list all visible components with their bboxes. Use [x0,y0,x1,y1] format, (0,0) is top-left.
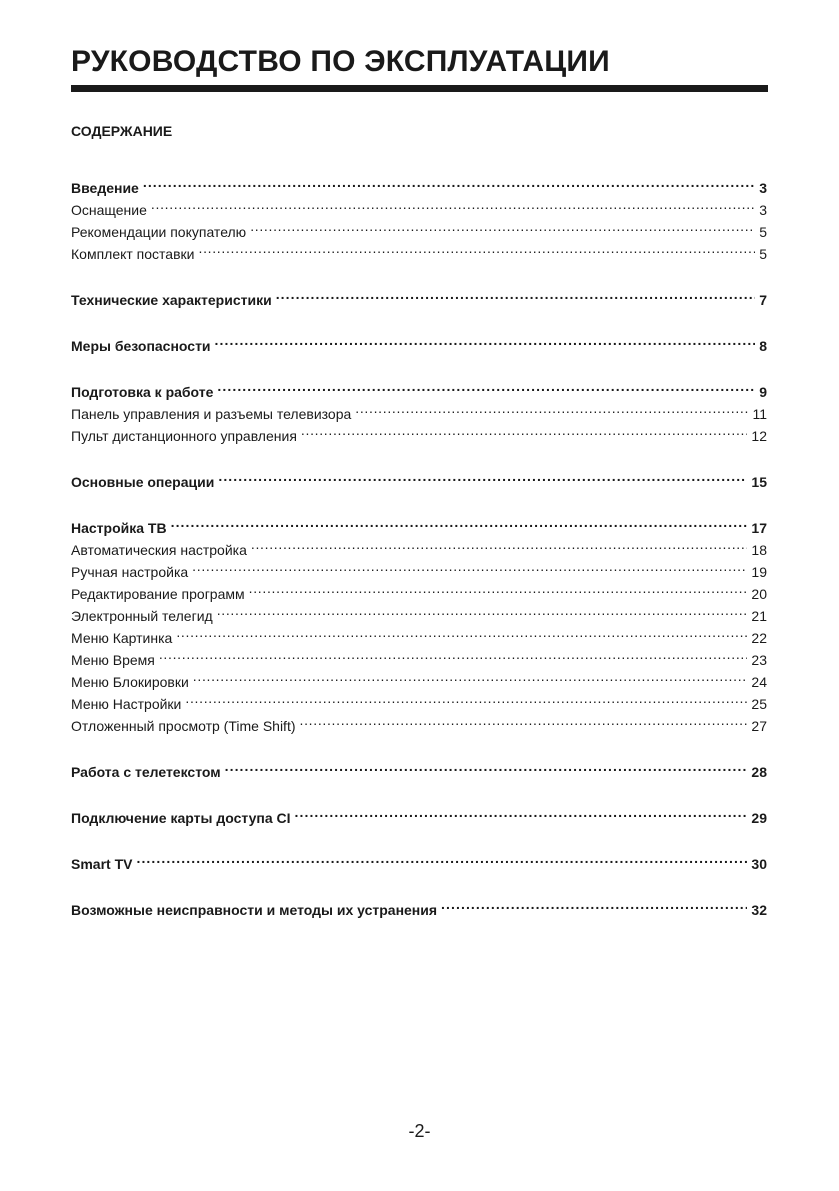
page-title: РУКОВОДСТВО ПО ЭКСПЛУАТАЦИИ [71,45,610,78]
toc-entry-label: Автоматическия настройка [71,542,247,558]
toc-entry-page: 20 [751,586,767,602]
dot-leader [151,193,755,215]
toc-entry-time-menu[interactable] [71,643,767,668]
toc-entry-label: Smart TV [71,856,133,872]
toc-entry-safety[interactable] [71,329,767,354]
toc-entry-specifications[interactable] [71,283,767,308]
toc-entry-page: 18 [751,542,767,558]
dot-leader [295,801,748,823]
toc-entry-page: 3 [759,180,767,196]
dot-leader [276,283,756,305]
dot-leader [249,577,748,599]
toc-entry-tv-setup[interactable] [71,511,767,536]
toc-entry-page: 32 [751,902,767,918]
toc-entry-page: 12 [751,428,767,444]
toc-entry-page: 11 [752,406,767,422]
dot-leader [171,511,748,533]
toc-entry-page: 19 [751,564,767,580]
toc-entry-troubleshooting[interactable] [71,893,767,918]
toc-entry-label: Настройка ТВ [71,520,167,536]
toc-entry-basic-operations[interactable] [71,465,767,490]
toc-entry-picture-menu[interactable] [71,621,767,646]
toc-entry-page: 5 [759,246,767,262]
toc-entry-page: 24 [751,674,767,690]
toc-entry-label: Ручная настройка [71,564,189,580]
toc-entry-introduction[interactable] [71,171,767,196]
toc-entry-page: 17 [751,520,767,536]
toc-entry-page: 8 [759,338,767,354]
toc-entry-page: 25 [751,696,767,712]
dot-leader [193,665,748,687]
toc-entry-buyer-recommendations[interactable] [71,215,767,240]
toc-entry-label: Электронный телегид [71,608,213,624]
toc-entry-label: Редактирование программ [71,586,245,602]
toc-entry-label: Оснащение [71,202,147,218]
toc-entry-label: Возможные неисправности и методы их устранения [71,902,438,918]
toc-entry-label: Панель управления и разъемы телевизора [71,406,352,422]
dot-leader [143,171,755,193]
dot-leader [217,599,748,621]
dot-leader [441,893,747,915]
toc-entry-preparation[interactable] [71,375,767,400]
toc-entry-label: Технические характеристики [71,292,272,308]
toc-entry-page: 21 [751,608,767,624]
toc-entry-label: Меню Настройки [71,696,182,712]
toc-entry-label: Рекомендации покупателю [71,224,247,240]
toc-entry-page: 22 [751,630,767,646]
toc-entry-label: Меню Время [71,652,155,668]
toc-entry-page: 15 [751,474,767,490]
dot-leader [215,329,756,351]
title-rule [71,85,768,92]
toc-entry-label: Меню Картинка [71,630,173,646]
dot-leader [217,375,755,397]
toc-entry-label: Комплект поставки [71,246,195,262]
toc-entry-label: Отложенный просмотр (Time Shift) [71,718,296,734]
dot-leader [225,755,748,777]
toc-entry-smart-tv[interactable] [71,847,767,872]
table-of-contents [71,171,767,918]
dot-leader [300,709,748,731]
toc-entry-label: Введение [71,180,139,196]
toc-entry-label: Пульт дистанционного управления [71,428,297,444]
toc-entry-page: 7 [759,292,767,308]
dot-leader [301,419,748,441]
toc-entry-label: Работа с телетекстом [71,764,221,780]
dot-leader [136,847,747,869]
toc-entry-page: 23 [751,652,767,668]
dot-leader [192,555,747,577]
toc-entry-teletext[interactable] [71,755,767,780]
toc-entry-page: 30 [751,856,767,872]
toc-entry-page: 27 [751,718,767,734]
toc-entry-lock-menu[interactable] [71,665,767,690]
toc-entry-page: 29 [751,810,767,826]
toc-entry-auto-tuning[interactable] [71,533,767,558]
dot-leader [159,643,748,665]
toc-heading: СОДЕРЖАНИЕ [71,123,173,139]
toc-entry-label: Основные операции [71,474,215,490]
dot-leader [185,687,747,709]
toc-entry-page: 28 [751,764,767,780]
toc-entry-page: 3 [759,202,767,218]
dot-leader [251,533,748,555]
toc-entry-ci-card[interactable] [71,801,767,826]
toc-entry-page: 5 [759,224,767,240]
toc-entry-equipment[interactable] [71,193,767,218]
toc-entry-page: 9 [759,384,767,400]
toc-entry-label: Меры безопасности [71,338,211,354]
dot-leader [176,621,747,643]
dot-leader [198,237,755,259]
toc-entry-label: Меню Блокировки [71,674,189,690]
page-number: -2- [408,1121,431,1141]
dot-leader [355,397,748,419]
dot-leader [250,215,755,237]
toc-entry-label: Подготовка к работе [71,384,214,400]
toc-entry-label: Подключение карты доступа CI [71,810,291,826]
dot-leader [218,465,747,487]
